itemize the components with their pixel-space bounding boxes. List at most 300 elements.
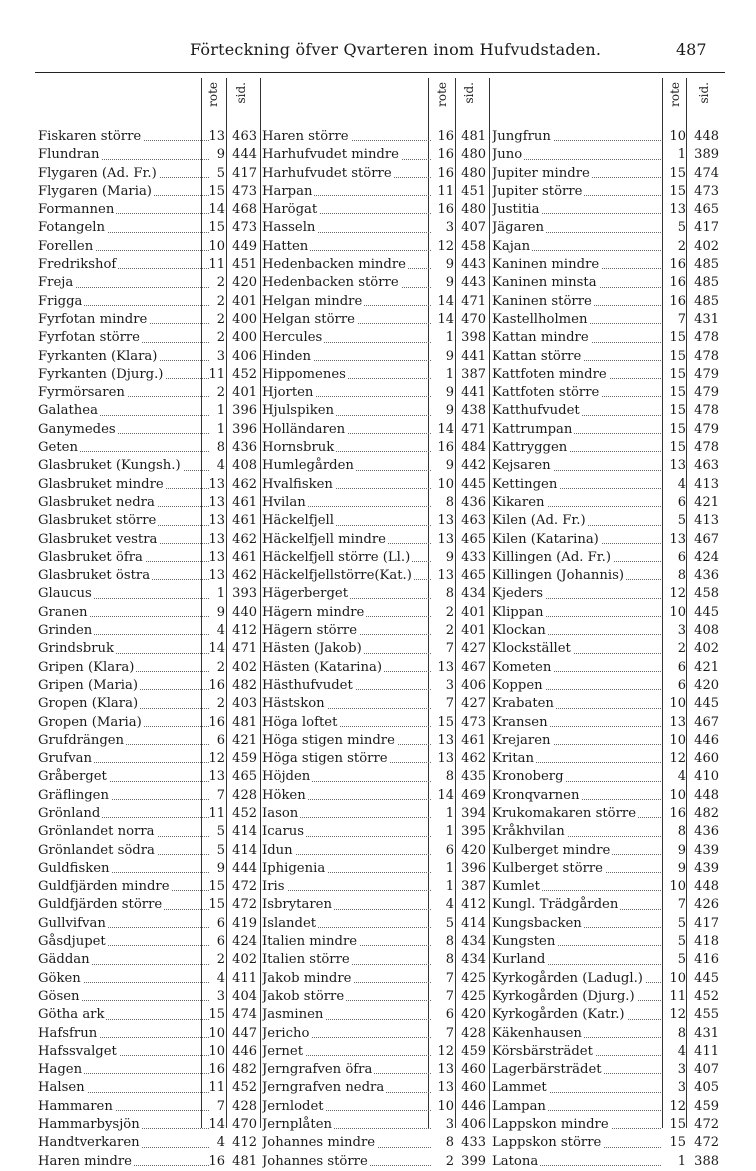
rote-number: 7 xyxy=(677,311,686,327)
block-name-text: Höga stigen större xyxy=(262,751,388,767)
block-name xyxy=(38,805,212,823)
register-row xyxy=(0,915,756,933)
page-ref: 424 xyxy=(694,549,719,565)
block-name-text: Islandet xyxy=(262,915,317,931)
block-name xyxy=(492,384,664,402)
block-name xyxy=(262,567,434,585)
register-row xyxy=(0,512,756,530)
page-ref: 414 xyxy=(232,842,257,858)
register-row xyxy=(0,860,756,878)
page-ref: 433 xyxy=(461,1135,486,1151)
register-row xyxy=(0,439,756,457)
rote-number: 9 xyxy=(677,842,686,858)
page-ref: 482 xyxy=(694,805,719,821)
rote-number: 8 xyxy=(445,952,454,968)
block-name-text: Kyrkogården (Katr.) xyxy=(492,1007,625,1023)
page-ref: 431 xyxy=(694,1025,719,1041)
page-ref: 401 xyxy=(232,293,257,309)
page-ref: 421 xyxy=(232,732,257,748)
block-name xyxy=(492,1116,664,1134)
block-name xyxy=(262,604,434,622)
block-name xyxy=(262,878,434,896)
block-name xyxy=(262,933,434,951)
rote-number: 12 xyxy=(669,586,686,602)
block-name xyxy=(262,823,434,841)
rote-number: 10 xyxy=(669,970,686,986)
rote-number: 9 xyxy=(445,275,454,291)
register-row xyxy=(0,695,756,713)
block-name-text: Häckelfjellstörre(Kat.) xyxy=(262,568,412,584)
rote-number: 3 xyxy=(445,677,454,693)
page-ref: 412 xyxy=(232,623,257,639)
page-ref: 401 xyxy=(461,604,486,620)
block-name xyxy=(492,439,664,457)
block-name xyxy=(38,531,212,549)
block-name xyxy=(492,567,664,585)
block-name xyxy=(38,970,212,988)
rote-number: 7 xyxy=(677,897,686,913)
page-ref: 434 xyxy=(461,586,486,602)
rote-number: 16 xyxy=(437,202,454,218)
rote-number: 2 xyxy=(445,623,454,639)
block-name xyxy=(262,860,434,878)
block-name-text: Guldfisken xyxy=(38,860,110,876)
block-name-text: Kyrkogården (Ladugl.) xyxy=(492,970,643,986)
page-ref: 411 xyxy=(232,970,257,986)
register-row xyxy=(0,348,756,366)
block-name xyxy=(38,201,212,219)
block-name-text: Hästen (Jakob) xyxy=(262,641,362,657)
page-ref: 387 xyxy=(461,366,486,382)
block-name-text: Gropen (Klara) xyxy=(38,696,139,712)
rote-number: 1 xyxy=(445,330,454,346)
leader-dots xyxy=(262,890,431,891)
rote-number: 2 xyxy=(216,385,225,401)
page-ref: 424 xyxy=(232,934,257,950)
block-name-text: Jericho xyxy=(262,1025,310,1041)
block-name-text: Harhufvudet mindre xyxy=(262,147,399,163)
register-row xyxy=(0,274,756,292)
rote-number: 1 xyxy=(445,805,454,821)
register-row xyxy=(0,146,756,164)
page-ref: 428 xyxy=(232,1098,257,1114)
rote-number: 11 xyxy=(208,366,225,382)
block-name xyxy=(262,256,434,274)
rote-number: 10 xyxy=(669,732,686,748)
block-name-text: Kattfoten mindre xyxy=(492,366,607,382)
block-name-text: Ganymedes xyxy=(38,421,116,437)
block-name xyxy=(262,768,434,786)
block-name xyxy=(38,878,212,896)
rote-number: 15 xyxy=(208,879,225,895)
rote-number: 5 xyxy=(677,915,686,931)
register-row xyxy=(0,732,756,750)
rote-number: 7 xyxy=(445,1025,454,1041)
block-name-text: Höga loftet xyxy=(262,714,338,730)
block-name-text: Jungfrun xyxy=(492,129,551,144)
block-name xyxy=(262,531,434,549)
block-name-text: Kaninen större xyxy=(492,293,592,309)
page-ref: 459 xyxy=(232,751,257,767)
page-ref: 412 xyxy=(461,897,486,913)
block-name-text: Kattan mindre xyxy=(492,330,589,346)
block-name-text: Hafssvalget xyxy=(38,1043,117,1059)
block-name xyxy=(38,494,212,512)
block-name xyxy=(492,1098,664,1116)
rote-number: 13 xyxy=(437,751,454,767)
block-name xyxy=(262,476,434,494)
block-name-text: Klockan xyxy=(492,623,546,639)
block-name xyxy=(492,933,664,951)
page-ref: 411 xyxy=(694,1043,719,1059)
block-name-text: Jerngrafven öfra xyxy=(262,1062,373,1078)
rote-number: 1 xyxy=(216,421,225,437)
rote-number: 6 xyxy=(216,915,225,931)
rote-number: 15 xyxy=(208,183,225,199)
block-name-text: Kattfoten större xyxy=(492,385,600,401)
block-name-text: Grönlandet södra xyxy=(38,842,155,858)
block-name xyxy=(262,421,434,439)
page-ref: 465 xyxy=(694,202,719,218)
rote-number: 11 xyxy=(208,257,225,273)
block-name-text: Killingen (Johannis) xyxy=(492,568,624,584)
register-row xyxy=(0,549,756,567)
block-name xyxy=(492,128,664,146)
block-name xyxy=(38,293,212,311)
rote-number: 14 xyxy=(208,641,225,657)
block-name-text: Jernet xyxy=(262,1043,303,1059)
page-ref: 448 xyxy=(694,129,719,144)
block-name-text: Jakob större xyxy=(262,988,345,1004)
block-name xyxy=(38,640,212,658)
block-name xyxy=(262,695,434,713)
block-name xyxy=(38,549,212,567)
page-ref: 420 xyxy=(461,1007,486,1023)
rote-number: 16 xyxy=(208,714,225,730)
block-name-text: Frigga xyxy=(38,293,83,309)
register-row xyxy=(0,604,756,622)
rote-number: 13 xyxy=(208,129,225,144)
rote-number: 15 xyxy=(669,1117,686,1133)
register-row xyxy=(0,165,756,183)
page-ref: 465 xyxy=(461,568,486,584)
rote-number: 15 xyxy=(669,440,686,456)
block-name xyxy=(262,988,434,1006)
rote-number: 8 xyxy=(677,1025,686,1041)
rote-number: 2 xyxy=(216,330,225,346)
block-name xyxy=(38,659,212,677)
block-name xyxy=(492,695,664,713)
register-row xyxy=(0,1116,756,1134)
register-row xyxy=(0,640,756,658)
rote-number: 15 xyxy=(669,403,686,419)
rote-number: 10 xyxy=(669,129,686,144)
block-name-text: Jernplåten xyxy=(262,1117,333,1133)
block-name-text: Idun xyxy=(262,842,293,858)
block-name xyxy=(262,183,434,201)
block-name xyxy=(262,457,434,475)
page-ref: 420 xyxy=(461,842,486,858)
page-ref: 416 xyxy=(694,952,719,968)
rote-number: 7 xyxy=(216,1098,225,1114)
block-name-text: Hercules xyxy=(262,330,323,346)
rote-number: 11 xyxy=(437,183,454,199)
block-name xyxy=(262,842,434,860)
block-name-text: Italien större xyxy=(262,952,350,968)
rote-number: 8 xyxy=(445,494,454,510)
rote-number: 2 xyxy=(445,604,454,620)
block-name-text: Klockstället xyxy=(492,641,571,657)
block-name-text: Hammaren xyxy=(38,1098,113,1114)
rote-number: 9 xyxy=(216,860,225,876)
block-name-text: Glasbruket nedra xyxy=(38,494,155,510)
page-ref: 461 xyxy=(232,494,257,510)
block-name-text: Iris xyxy=(262,879,285,895)
page-ref: 401 xyxy=(461,623,486,639)
block-name-text: Hippomenes xyxy=(262,366,346,382)
block-name xyxy=(38,567,212,585)
block-name xyxy=(38,384,212,402)
page-ref: 479 xyxy=(694,366,719,382)
block-name xyxy=(492,146,664,164)
rote-number: 7 xyxy=(445,696,454,712)
sid-header-label: sid. xyxy=(234,82,248,104)
block-name-text: Hedenbacken mindre xyxy=(262,257,406,273)
rote-number: 13 xyxy=(437,568,454,584)
block-name-text: Flygaren (Maria) xyxy=(38,183,152,199)
block-name-text: Isbrytaren xyxy=(262,897,332,913)
page-ref: 458 xyxy=(694,586,719,602)
page-ref: 441 xyxy=(461,348,486,364)
rote-number: 5 xyxy=(216,824,225,840)
rote-number: 5 xyxy=(677,220,686,236)
rote-number: 6 xyxy=(216,732,225,748)
block-name xyxy=(492,531,664,549)
block-name-text: Galathea xyxy=(38,403,98,419)
page-ref: 418 xyxy=(694,934,719,950)
register-row xyxy=(0,128,756,146)
page-ref: 414 xyxy=(232,824,257,840)
block-name-text: Johannes mindre xyxy=(262,1135,376,1151)
block-name-text: Helgan större xyxy=(262,311,355,327)
page-ref: 482 xyxy=(232,677,257,693)
page-ref: 446 xyxy=(694,732,719,748)
block-name-text: Hornsbruk xyxy=(262,440,335,456)
block-name xyxy=(262,348,434,366)
page-ref: 400 xyxy=(232,311,257,327)
block-name-text: Gropen (Maria) xyxy=(38,714,142,730)
page-ref: 403 xyxy=(232,696,257,712)
block-name-text: Käkenhausen xyxy=(492,1025,582,1041)
rote-number: 12 xyxy=(669,1007,686,1023)
block-name xyxy=(492,348,664,366)
rote-number: 1 xyxy=(677,1153,686,1169)
rote-number: 13 xyxy=(437,1080,454,1096)
block-name xyxy=(492,585,664,603)
page-ref: 459 xyxy=(694,1098,719,1114)
rote-number: 2 xyxy=(216,293,225,309)
block-name-text: Gräflingen xyxy=(38,787,109,803)
page-ref: 444 xyxy=(232,860,257,876)
block-name xyxy=(492,823,664,841)
page-number: 487 xyxy=(676,40,707,59)
register-row xyxy=(0,585,756,603)
block-name-text: Icarus xyxy=(262,824,305,840)
page-ref: 445 xyxy=(694,970,719,986)
block-name xyxy=(492,201,664,219)
page-ref: 471 xyxy=(461,293,486,309)
page-ref: 407 xyxy=(694,1062,719,1078)
register-row xyxy=(0,842,756,860)
block-name-text: Glasbruket (Kungsh.) xyxy=(38,458,181,474)
page-ref: 449 xyxy=(232,238,257,254)
register-row xyxy=(0,293,756,311)
block-name-text: Kulberget mindre xyxy=(492,842,611,858)
block-name-text: Fyrkanten (Klara) xyxy=(38,348,158,364)
rote-number: 11 xyxy=(208,1080,225,1096)
rote-number: 9 xyxy=(445,458,454,474)
register-row xyxy=(0,366,756,384)
block-name xyxy=(38,823,212,841)
block-name xyxy=(262,311,434,329)
block-name xyxy=(492,1043,664,1061)
rote-number: 13 xyxy=(208,549,225,565)
block-name-text: Hjorten xyxy=(262,385,314,401)
register-row xyxy=(0,1025,756,1043)
block-name xyxy=(492,183,664,201)
page-ref: 428 xyxy=(461,1025,486,1041)
rote-number: 13 xyxy=(208,476,225,492)
rote-number: 9 xyxy=(445,385,454,401)
page-ref: 472 xyxy=(694,1117,719,1133)
block-name xyxy=(38,256,212,274)
rote-number: 3 xyxy=(677,1062,686,1078)
block-name-text: Götha ark xyxy=(38,1007,105,1023)
rote-number: 8 xyxy=(677,824,686,840)
rote-number: 16 xyxy=(669,805,686,821)
block-name xyxy=(492,457,664,475)
page-ref: 413 xyxy=(694,513,719,529)
rote-number: 4 xyxy=(216,970,225,986)
register-row xyxy=(0,750,756,768)
page-ref: 406 xyxy=(461,677,486,693)
rote-number: 6 xyxy=(677,494,686,510)
block-name-text: Kastellholmen xyxy=(492,311,588,327)
page-ref: 474 xyxy=(694,165,719,181)
page-ref: 417 xyxy=(232,165,257,181)
block-name xyxy=(38,1098,212,1116)
register-row xyxy=(0,311,756,329)
block-name xyxy=(38,1134,212,1152)
register-row xyxy=(0,933,756,951)
block-name-text: Iason xyxy=(262,805,299,821)
block-name-text: Häckelfjell xyxy=(262,513,334,529)
page-ref: 434 xyxy=(461,934,486,950)
rote-number: 10 xyxy=(437,476,454,492)
block-name xyxy=(262,714,434,732)
block-name-text: Hedenbacken större xyxy=(262,275,399,291)
block-name xyxy=(38,695,212,713)
page-ref: 406 xyxy=(461,1117,486,1133)
rote-number: 11 xyxy=(669,988,686,1004)
block-name-text: Glasbruket östra xyxy=(38,568,151,584)
page-ref: 471 xyxy=(461,421,486,437)
rote-number: 12 xyxy=(437,238,454,254)
block-name xyxy=(262,512,434,530)
rote-number: 9 xyxy=(445,257,454,273)
page-ref: 459 xyxy=(461,1043,486,1059)
page-ref: 446 xyxy=(461,1098,486,1114)
block-name-text: Grinden xyxy=(38,623,93,639)
block-name-text: Forellen xyxy=(38,238,94,254)
register-row xyxy=(0,238,756,256)
block-name xyxy=(38,146,212,164)
page-ref: 402 xyxy=(694,641,719,657)
block-name-text: Juno xyxy=(492,147,523,163)
block-name-text: Kulberget större xyxy=(492,860,603,876)
block-name xyxy=(38,896,212,914)
page-ref: 458 xyxy=(461,238,486,254)
rote-number: 10 xyxy=(669,696,686,712)
rote-number: 1 xyxy=(445,860,454,876)
register-row xyxy=(0,714,756,732)
block-name xyxy=(262,1098,434,1116)
page-ref: 485 xyxy=(694,257,719,273)
page-ref: 472 xyxy=(694,1135,719,1151)
rote-number: 14 xyxy=(437,787,454,803)
page-ref: 460 xyxy=(461,1062,486,1078)
block-name-text: Hatten xyxy=(262,238,309,254)
page-ref: 460 xyxy=(694,751,719,767)
page-ref: 427 xyxy=(461,696,486,712)
block-name-text: Flygaren (Ad. Fr.) xyxy=(38,165,157,181)
block-name-text: Kransen xyxy=(492,714,548,730)
rote-number: 15 xyxy=(437,714,454,730)
block-name-text: Holländaren xyxy=(262,421,346,437)
block-name-text: Guldfjärden större xyxy=(38,897,163,913)
register-row xyxy=(0,476,756,494)
block-name-text: Hvilan xyxy=(262,494,306,510)
page-ref: 473 xyxy=(461,714,486,730)
page-ref: 406 xyxy=(232,348,257,364)
block-name xyxy=(262,1043,434,1061)
block-name-text: Hästskon xyxy=(262,696,325,712)
block-name-text: Kilen (Ad. Fr.) xyxy=(492,513,586,529)
page-ref: 443 xyxy=(461,257,486,273)
block-name xyxy=(38,750,212,768)
rote-number: 6 xyxy=(445,1007,454,1023)
rote-number: 3 xyxy=(445,220,454,236)
register-row xyxy=(0,494,756,512)
block-name xyxy=(262,805,434,823)
page-ref: 446 xyxy=(232,1043,257,1059)
rote-number: 1 xyxy=(677,147,686,163)
block-name xyxy=(38,165,212,183)
rote-number: 2 xyxy=(216,696,225,712)
page-ref: 408 xyxy=(694,623,719,639)
rote-number: 1 xyxy=(216,586,225,602)
page-ref: 410 xyxy=(694,769,719,785)
page-ref: 484 xyxy=(461,440,486,456)
rote-number: 3 xyxy=(216,348,225,364)
block-name xyxy=(262,494,434,512)
block-name-text: Halsen xyxy=(38,1080,85,1096)
page-ref: 472 xyxy=(232,879,257,895)
page-ref: 439 xyxy=(694,842,719,858)
rote-number: 13 xyxy=(208,531,225,547)
rote-number: 2 xyxy=(677,238,686,254)
block-name-text: Gripen (Maria) xyxy=(38,677,139,693)
